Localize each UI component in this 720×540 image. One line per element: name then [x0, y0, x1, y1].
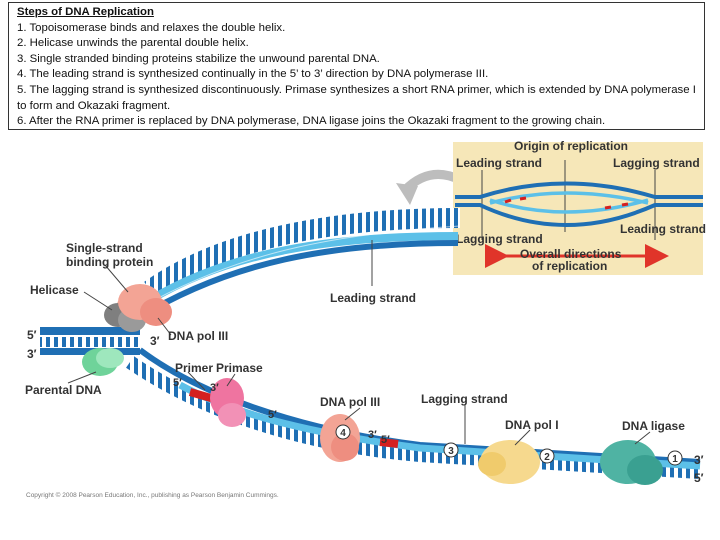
- end-5-lag: 5′: [268, 409, 277, 421]
- step-item-2: 2. Helicase unwinds the parental double helix.: [17, 37, 249, 50]
- label-helicase: Helicase: [30, 283, 79, 297]
- dna-ligase-protein: [600, 440, 663, 485]
- step-item-3: 3. Single stranded binding proteins stabilize the unwound parental DNA.: [17, 52, 380, 65]
- label-primase: Primase: [216, 361, 263, 375]
- label-dna-pol3-bottom: DNA pol III: [320, 395, 381, 409]
- step-item-6: 6. After the RNA primer is replaced by DNA polymerase, DNA ligase joins the Okazaki fragment to the growing chain.: [17, 115, 606, 128]
- topoisomerase-green-protein: [82, 348, 124, 376]
- label-leading-strand: Leading strand: [330, 291, 417, 305]
- copyright-text: Copyright © 2008 Pearson Education, Inc., publishing as Pearson Benjamin Cummings.: [26, 492, 279, 499]
- label-dna-pol3-top: DNA pol III: [168, 329, 229, 343]
- svg-text:3: 3: [448, 446, 454, 457]
- end-3-primer: 3′: [210, 382, 219, 394]
- step-item-1: 1. Topoisomerase binds and relaxes the double helix.: [17, 21, 286, 34]
- svg-text:1: 1: [672, 454, 678, 465]
- label-parental-dna: Parental DNA: [25, 383, 102, 397]
- inset-origin-panel: [453, 139, 706, 275]
- step-number-4: [336, 425, 350, 439]
- inset-lagging-left-label: Lagging strand: [456, 232, 543, 246]
- label-primer: Primer: [175, 361, 214, 375]
- steps-title: Steps of DNA Replication: [17, 6, 154, 18]
- label-dna-ligase: DNA ligase: [622, 419, 685, 433]
- end-5-lag2: 5′: [381, 434, 390, 446]
- end-5-primer: 5′: [173, 377, 182, 389]
- svg-text:4: 4: [340, 428, 346, 439]
- inset-lagging-right-label: Lagging strand: [613, 156, 700, 170]
- step-number-1: [668, 451, 682, 465]
- inset-overall-label-1: Overall directions: [520, 247, 622, 261]
- step-item-4: 4. The leading strand is synthesized continually in the 5’ to 3’ direction by DNA polymerase III.: [17, 68, 489, 81]
- step-item-5: 5. The lagging strand is synthesized discontinuously. Primase synthesizes a short RNA primer, which is extended by DNA polymerase I to form and Okazaki fragment.: [17, 83, 696, 112]
- end-3-right: 3′: [694, 453, 704, 467]
- inset-leading-right-label: Leading strand: [620, 222, 707, 236]
- label-lagging-strand: Lagging strand: [421, 392, 508, 406]
- inset-leading-left-label: Leading strand: [456, 156, 543, 170]
- step-number-2: [540, 449, 554, 463]
- end-3-top: 3′: [150, 334, 160, 348]
- label-dna-pol1: DNA pol I: [505, 418, 559, 432]
- svg-text:2: 2: [544, 452, 550, 463]
- inset-origin-label: Origin of replication: [514, 139, 629, 153]
- steps-textbox: [8, 2, 705, 130]
- end-5-right: 5′: [694, 471, 704, 485]
- end-3-left: 3′: [27, 347, 37, 361]
- step-number-3: [444, 443, 458, 457]
- inset-overall-label-2: of replication: [532, 259, 608, 273]
- zoom-arrow-head: [396, 183, 418, 205]
- end-3-lag: 3′: [368, 429, 377, 441]
- label-ssb-1: Single-strand: [66, 241, 143, 255]
- end-5-left: 5′: [27, 328, 37, 342]
- label-ssb-2: binding protein: [66, 255, 154, 269]
